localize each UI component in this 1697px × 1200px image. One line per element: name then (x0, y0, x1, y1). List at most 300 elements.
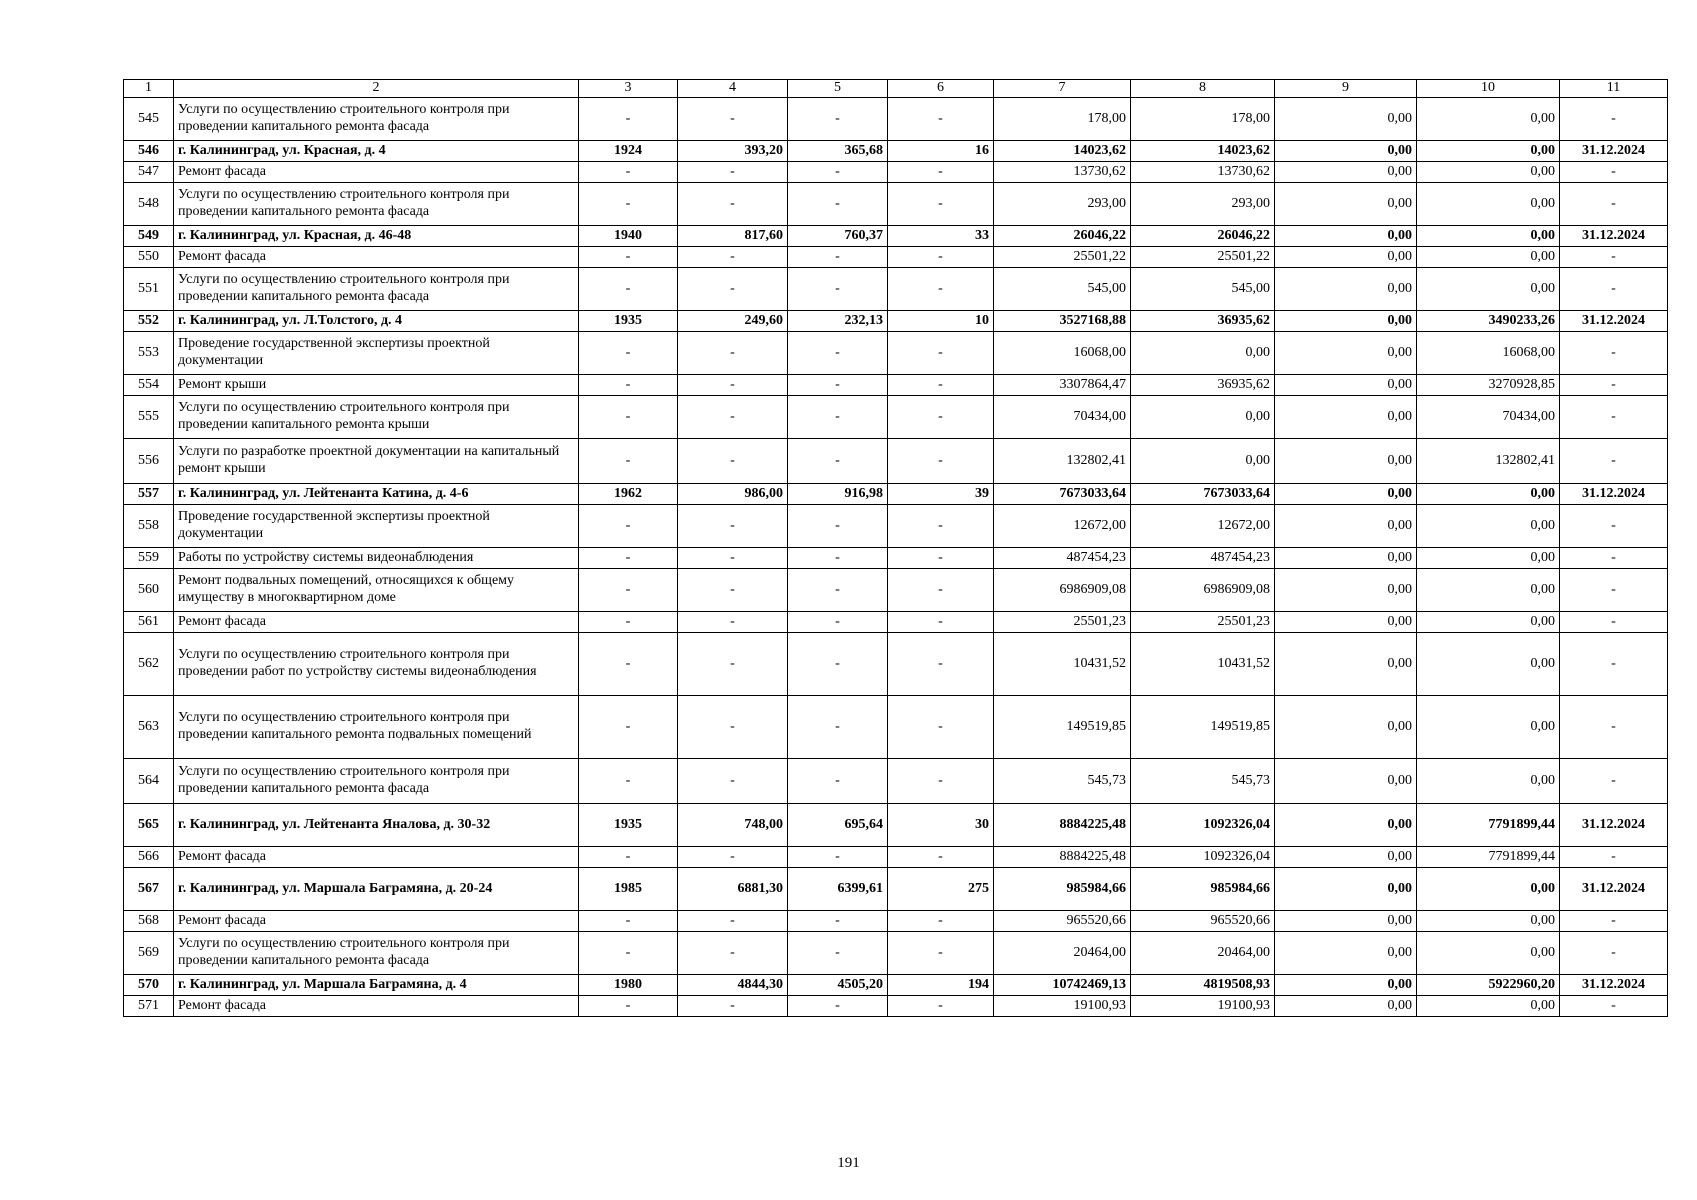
cell-c3: - (579, 932, 678, 975)
cell-name: Услуги по осуществлению строительного контроля при проведении капитального ремонта фасада (174, 268, 579, 311)
cell-n: 552 (124, 311, 174, 332)
cell-c11: - (1560, 548, 1668, 569)
cell-c8: 20464,00 (1131, 932, 1275, 975)
address-row (124, 226, 1668, 247)
cell-c8: 965520,66 (1131, 911, 1275, 932)
cell-c6: - (888, 247, 994, 268)
cell-c6: - (888, 396, 994, 439)
cell-c9: 0,00 (1275, 932, 1417, 975)
cell-c8: 985984,66 (1131, 868, 1275, 911)
cell-c7: 149519,85 (994, 696, 1131, 759)
cell-c5: - (788, 569, 888, 612)
cell-c5: - (788, 548, 888, 569)
cell-n: 549 (124, 226, 174, 247)
cell-c11: - (1560, 162, 1668, 183)
cell-c8: 545,73 (1131, 759, 1275, 804)
cell-c10: 0,00 (1417, 996, 1560, 1017)
cell-name: Проведение государственной экспертизы проектной документации (174, 505, 579, 548)
cell-c10: 7791899,44 (1417, 804, 1560, 847)
cell-c4: - (678, 996, 788, 1017)
cell-c7: 70434,00 (994, 396, 1131, 439)
cell-c4: - (678, 569, 788, 612)
cell-c9: 0,00 (1275, 226, 1417, 247)
cell-n: 569 (124, 932, 174, 975)
cell-c8: 4819508,93 (1131, 975, 1275, 996)
cell-c11: 31.12.2024 (1560, 975, 1668, 996)
cell-c3: - (579, 268, 678, 311)
cell-c10: 0,00 (1417, 548, 1560, 569)
address-row (124, 141, 1668, 162)
table-row (124, 396, 1668, 439)
cell-c4: 986,00 (678, 484, 788, 505)
cell-n: 547 (124, 162, 174, 183)
cell-c8: 12672,00 (1131, 505, 1275, 548)
cell-c6: - (888, 162, 994, 183)
cell-name: Ремонт фасада (174, 996, 579, 1017)
cell-c10: 70434,00 (1417, 396, 1560, 439)
works-table (123, 79, 1668, 1017)
cell-c7: 14023,62 (994, 141, 1131, 162)
cell-c4: 4844,30 (678, 975, 788, 996)
table-row (124, 98, 1668, 141)
cell-c8: 6986909,08 (1131, 569, 1275, 612)
cell-c9: 0,00 (1275, 804, 1417, 847)
cell-c7: 178,00 (994, 98, 1131, 141)
cell-c10: 0,00 (1417, 759, 1560, 804)
cell-c5: - (788, 505, 888, 548)
table-body (124, 98, 1668, 1017)
table-row (124, 932, 1668, 975)
cell-c8: 19100,93 (1131, 996, 1275, 1017)
cell-name: г. Калининград, ул. Красная, д. 4 (174, 141, 579, 162)
table-row (124, 332, 1668, 375)
cell-name: Ремонт фасада (174, 847, 579, 868)
cell-n: 554 (124, 375, 174, 396)
cell-c5: - (788, 396, 888, 439)
cell-c10: 132802,41 (1417, 439, 1560, 484)
cell-c4: - (678, 268, 788, 311)
cell-c9: 0,00 (1275, 162, 1417, 183)
cell-n: 557 (124, 484, 174, 505)
table-row (124, 548, 1668, 569)
cell-c5: - (788, 847, 888, 868)
table-row (124, 162, 1668, 183)
cell-c3: - (579, 569, 678, 612)
cell-c6: - (888, 375, 994, 396)
cell-c3: - (579, 996, 678, 1017)
cell-n: 548 (124, 183, 174, 226)
cell-name: г. Калининград, ул. Маршала Баграмяна, д. 4 (174, 975, 579, 996)
cell-name: Услуги по осуществлению строительного контроля при проведении капитального ремонта фасада (174, 759, 579, 804)
column-number-row (124, 80, 1668, 98)
cell-n: 546 (124, 141, 174, 162)
cell-name: Ремонт подвальных помещений, относящихся к общему имуществу в многоквартирном доме (174, 569, 579, 612)
cell-name: Работы по устройству системы видеонаблюдения (174, 548, 579, 569)
cell-c8: 178,00 (1131, 98, 1275, 141)
cell-c11: - (1560, 633, 1668, 696)
cell-c4: - (678, 439, 788, 484)
cell-c4: - (678, 932, 788, 975)
cell-c5: 365,68 (788, 141, 888, 162)
cell-name: Услуги по разработке проектной документации на капитальный ремонт крыши (174, 439, 579, 484)
cell-c3: 1985 (579, 868, 678, 911)
table-row (124, 911, 1668, 932)
cell-c5: - (788, 633, 888, 696)
col-header: 4 (678, 80, 788, 98)
cell-n: 551 (124, 268, 174, 311)
cell-c3: - (579, 396, 678, 439)
cell-n: 564 (124, 759, 174, 804)
cell-n: 553 (124, 332, 174, 375)
cell-c7: 19100,93 (994, 996, 1131, 1017)
cell-c7: 16068,00 (994, 332, 1131, 375)
cell-c11: - (1560, 847, 1668, 868)
cell-c8: 149519,85 (1131, 696, 1275, 759)
cell-c5: - (788, 98, 888, 141)
cell-c6: - (888, 696, 994, 759)
cell-name: г. Калининград, ул. Красная, д. 46-48 (174, 226, 579, 247)
cell-c10: 0,00 (1417, 183, 1560, 226)
cell-c3: - (579, 439, 678, 484)
cell-c3: - (579, 375, 678, 396)
cell-c10: 3270928,85 (1417, 375, 1560, 396)
cell-c4: - (678, 375, 788, 396)
table-row (124, 375, 1668, 396)
cell-c6: - (888, 569, 994, 612)
cell-c7: 10431,52 (994, 633, 1131, 696)
cell-c11: - (1560, 268, 1668, 311)
cell-name: г. Калининград, ул. Л.Толстого, д. 4 (174, 311, 579, 332)
cell-c9: 0,00 (1275, 868, 1417, 911)
cell-c10: 0,00 (1417, 932, 1560, 975)
cell-n: 561 (124, 612, 174, 633)
cell-c7: 132802,41 (994, 439, 1131, 484)
cell-c9: 0,00 (1275, 311, 1417, 332)
cell-name: Услуги по осуществлению строительного контроля при проведении капитального ремонта подвальных помещений (174, 696, 579, 759)
cell-c4: - (678, 548, 788, 569)
cell-c11: 31.12.2024 (1560, 484, 1668, 505)
cell-c10: 0,00 (1417, 911, 1560, 932)
cell-c9: 0,00 (1275, 439, 1417, 484)
cell-c5: 760,37 (788, 226, 888, 247)
cell-c3: - (579, 633, 678, 696)
cell-name: г. Калининград, ул. Лейтенанта Катина, д. 4-6 (174, 484, 579, 505)
cell-c9: 0,00 (1275, 505, 1417, 548)
cell-c11: - (1560, 332, 1668, 375)
cell-c10: 5922960,20 (1417, 975, 1560, 996)
cell-name: г. Калининград, ул. Маршала Баграмяна, д. 20-24 (174, 868, 579, 911)
cell-c9: 0,00 (1275, 911, 1417, 932)
cell-c6: - (888, 505, 994, 548)
cell-n: 563 (124, 696, 174, 759)
cell-c11: - (1560, 247, 1668, 268)
cell-c3: - (579, 847, 678, 868)
cell-c7: 7673033,64 (994, 484, 1131, 505)
cell-c8: 293,00 (1131, 183, 1275, 226)
cell-c10: 0,00 (1417, 484, 1560, 505)
cell-c11: - (1560, 439, 1668, 484)
cell-c7: 3307864,47 (994, 375, 1131, 396)
cell-c11: 31.12.2024 (1560, 804, 1668, 847)
table-row (124, 505, 1668, 548)
cell-c11: 31.12.2024 (1560, 226, 1668, 247)
cell-c11: - (1560, 932, 1668, 975)
table-row (124, 633, 1668, 696)
col-header: 5 (788, 80, 888, 98)
table-row (124, 439, 1668, 484)
col-header: 3 (579, 80, 678, 98)
cell-c9: 0,00 (1275, 759, 1417, 804)
cell-c6: 16 (888, 141, 994, 162)
cell-n: 555 (124, 396, 174, 439)
cell-c4: - (678, 847, 788, 868)
cell-n: 570 (124, 975, 174, 996)
cell-c9: 0,00 (1275, 396, 1417, 439)
cell-c10: 0,00 (1417, 612, 1560, 633)
cell-c3: 1980 (579, 975, 678, 996)
cell-c10: 3490233,26 (1417, 311, 1560, 332)
cell-c8: 13730,62 (1131, 162, 1275, 183)
cell-c6: - (888, 996, 994, 1017)
table-row (124, 996, 1668, 1017)
cell-c10: 0,00 (1417, 569, 1560, 612)
cell-c8: 487454,23 (1131, 548, 1275, 569)
cell-c7: 6986909,08 (994, 569, 1131, 612)
cell-c8: 1092326,04 (1131, 804, 1275, 847)
col-header: 1 (124, 80, 174, 98)
cell-c9: 0,00 (1275, 696, 1417, 759)
cell-c5: - (788, 612, 888, 633)
cell-c6: - (888, 332, 994, 375)
cell-c4: - (678, 183, 788, 226)
cell-c3: 1962 (579, 484, 678, 505)
cell-c9: 0,00 (1275, 375, 1417, 396)
cell-c3: - (579, 505, 678, 548)
cell-c6: 39 (888, 484, 994, 505)
cell-c8: 1092326,04 (1131, 847, 1275, 868)
cell-c3: - (579, 98, 678, 141)
cell-c3: - (579, 548, 678, 569)
cell-name: Услуги по осуществлению строительного контроля при проведении капитального ремонта крыши (174, 396, 579, 439)
col-header: 6 (888, 80, 994, 98)
cell-c4: - (678, 696, 788, 759)
cell-c6: - (888, 183, 994, 226)
cell-name: Услуги по осуществлению строительного контроля при проведении капитального ремонта фасада (174, 932, 579, 975)
cell-c3: - (579, 911, 678, 932)
address-row (124, 868, 1668, 911)
cell-c5: - (788, 911, 888, 932)
cell-c10: 7791899,44 (1417, 847, 1560, 868)
cell-name: Ремонт фасада (174, 162, 579, 183)
cell-c7: 25501,22 (994, 247, 1131, 268)
cell-name: Ремонт фасада (174, 911, 579, 932)
cell-c7: 20464,00 (994, 932, 1131, 975)
cell-c10: 0,00 (1417, 247, 1560, 268)
table-row (124, 183, 1668, 226)
cell-c4: - (678, 98, 788, 141)
cell-n: 565 (124, 804, 174, 847)
cell-c10: 0,00 (1417, 696, 1560, 759)
cell-c5: - (788, 332, 888, 375)
cell-c11: 31.12.2024 (1560, 311, 1668, 332)
cell-c6: - (888, 268, 994, 311)
cell-c6: - (888, 633, 994, 696)
table-row (124, 759, 1668, 804)
cell-c5: 4505,20 (788, 975, 888, 996)
cell-c9: 0,00 (1275, 847, 1417, 868)
cell-c7: 8884225,48 (994, 847, 1131, 868)
cell-c8: 36935,62 (1131, 375, 1275, 396)
cell-c7: 965520,66 (994, 911, 1131, 932)
cell-c5: - (788, 268, 888, 311)
cell-c5: 6399,61 (788, 868, 888, 911)
col-header: 9 (1275, 80, 1417, 98)
cell-n: 559 (124, 548, 174, 569)
cell-c5: 695,64 (788, 804, 888, 847)
cell-n: 560 (124, 569, 174, 612)
cell-c3: - (579, 759, 678, 804)
cell-c11: - (1560, 183, 1668, 226)
address-row (124, 311, 1668, 332)
cell-c6: 275 (888, 868, 994, 911)
table-row (124, 569, 1668, 612)
table-row (124, 247, 1668, 268)
cell-c11: - (1560, 375, 1668, 396)
cell-c4: - (678, 396, 788, 439)
cell-c9: 0,00 (1275, 247, 1417, 268)
cell-c6: - (888, 759, 994, 804)
cell-c10: 0,00 (1417, 505, 1560, 548)
cell-c11: - (1560, 612, 1668, 633)
cell-c8: 7673033,64 (1131, 484, 1275, 505)
cell-c6: 30 (888, 804, 994, 847)
cell-c6: - (888, 847, 994, 868)
cell-c3: - (579, 183, 678, 226)
cell-c3: 1924 (579, 141, 678, 162)
cell-n: 567 (124, 868, 174, 911)
cell-c10: 0,00 (1417, 268, 1560, 311)
cell-name: Услуги по осуществлению строительного контроля при проведении капитального ремонта фасада (174, 183, 579, 226)
page-number: 191 (837, 1155, 860, 1171)
cell-c6: - (888, 98, 994, 141)
cell-c9: 0,00 (1275, 548, 1417, 569)
cell-c4: - (678, 247, 788, 268)
cell-c3: - (579, 247, 678, 268)
cell-n: 558 (124, 505, 174, 548)
cell-c4: - (678, 633, 788, 696)
cell-name: Проведение государственной экспертизы проектной документации (174, 332, 579, 375)
cell-c4: 748,00 (678, 804, 788, 847)
cell-c10: 0,00 (1417, 633, 1560, 696)
cell-c10: 0,00 (1417, 226, 1560, 247)
cell-c9: 0,00 (1275, 569, 1417, 612)
cell-c8: 0,00 (1131, 332, 1275, 375)
table-row (124, 268, 1668, 311)
cell-c3: - (579, 612, 678, 633)
cell-c3: - (579, 332, 678, 375)
table-row (124, 612, 1668, 633)
cell-c4: - (678, 332, 788, 375)
cell-c5: - (788, 183, 888, 226)
cell-c7: 26046,22 (994, 226, 1131, 247)
cell-c6: - (888, 548, 994, 569)
cell-c6: 10 (888, 311, 994, 332)
cell-c7: 487454,23 (994, 548, 1131, 569)
cell-c7: 12672,00 (994, 505, 1131, 548)
cell-c3: - (579, 696, 678, 759)
cell-c8: 545,00 (1131, 268, 1275, 311)
cell-c11: - (1560, 911, 1668, 932)
cell-c6: 33 (888, 226, 994, 247)
cell-c6: 194 (888, 975, 994, 996)
cell-c5: - (788, 439, 888, 484)
cell-c9: 0,00 (1275, 183, 1417, 226)
cell-c10: 0,00 (1417, 162, 1560, 183)
cell-c4: - (678, 911, 788, 932)
cell-c11: - (1560, 396, 1668, 439)
cell-c6: - (888, 911, 994, 932)
cell-c5: - (788, 375, 888, 396)
cell-c11: 31.12.2024 (1560, 868, 1668, 911)
col-header: 11 (1560, 80, 1668, 98)
cell-c9: 0,00 (1275, 612, 1417, 633)
cell-c9: 0,00 (1275, 141, 1417, 162)
cell-c7: 545,00 (994, 268, 1131, 311)
cell-c11: - (1560, 696, 1668, 759)
cell-c7: 13730,62 (994, 162, 1131, 183)
cell-n: 556 (124, 439, 174, 484)
cell-c11: - (1560, 569, 1668, 612)
cell-c3: - (579, 162, 678, 183)
cell-c4: 817,60 (678, 226, 788, 247)
cell-c8: 36935,62 (1131, 311, 1275, 332)
cell-c6: - (888, 932, 994, 975)
cell-c5: - (788, 759, 888, 804)
cell-c8: 25501,23 (1131, 612, 1275, 633)
cell-n: 562 (124, 633, 174, 696)
cell-n: 566 (124, 847, 174, 868)
cell-n: 550 (124, 247, 174, 268)
cell-c4: 249,60 (678, 311, 788, 332)
cell-n: 545 (124, 98, 174, 141)
cell-c9: 0,00 (1275, 332, 1417, 375)
cell-c7: 8884225,48 (994, 804, 1131, 847)
cell-c7: 10742469,13 (994, 975, 1131, 996)
col-header: 2 (174, 80, 579, 98)
cell-name: Ремонт фасада (174, 247, 579, 268)
col-header: 7 (994, 80, 1131, 98)
cell-c4: 6881,30 (678, 868, 788, 911)
cell-c4: 393,20 (678, 141, 788, 162)
cell-c4: - (678, 505, 788, 548)
cell-c11: - (1560, 759, 1668, 804)
cell-c9: 0,00 (1275, 268, 1417, 311)
cell-c3: 1935 (579, 311, 678, 332)
cell-c8: 14023,62 (1131, 141, 1275, 162)
cell-c5: - (788, 247, 888, 268)
cell-c5: - (788, 996, 888, 1017)
cell-c11: - (1560, 996, 1668, 1017)
cell-c5: - (788, 932, 888, 975)
cell-c11: - (1560, 505, 1668, 548)
cell-c11: - (1560, 98, 1668, 141)
address-row (124, 484, 1668, 505)
table-row (124, 696, 1668, 759)
cell-name: г. Калининград, ул. Лейтенанта Яналова, д. 30-32 (174, 804, 579, 847)
cell-c8: 0,00 (1131, 396, 1275, 439)
cell-c7: 3527168,88 (994, 311, 1131, 332)
cell-c11: 31.12.2024 (1560, 141, 1668, 162)
